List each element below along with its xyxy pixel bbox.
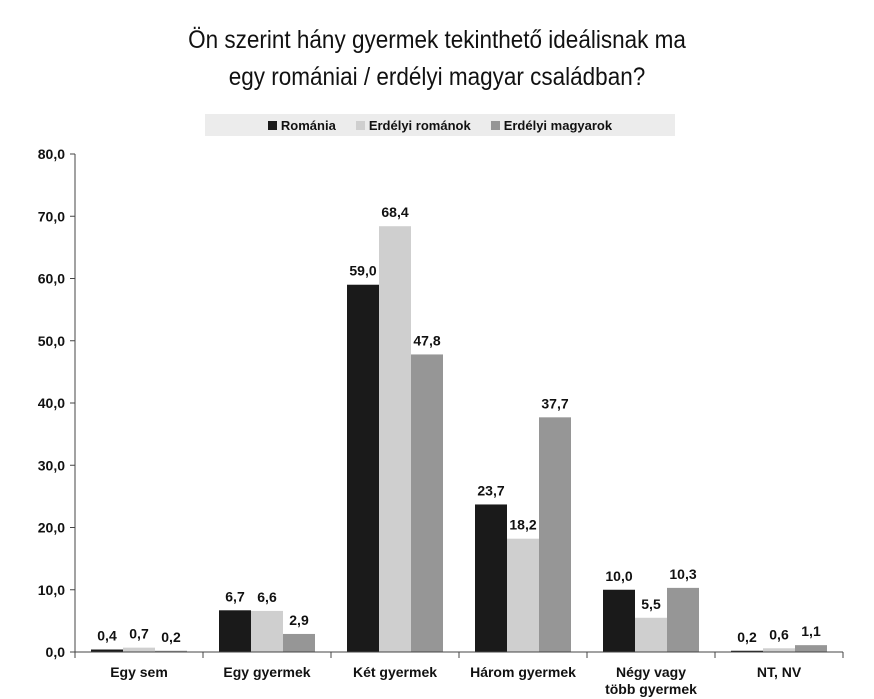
y-tick-label: 0,0 xyxy=(45,644,65,660)
chart-title-line-2: egy romániai / erdélyi magyar családban? xyxy=(228,63,646,91)
x-category-label: Egy gyermek xyxy=(223,664,311,680)
x-category-label: Négy vagy több gyermek xyxy=(605,664,697,697)
legend-label-erdelyi-magyarok: Erdélyi magyarok xyxy=(503,117,613,133)
data-label: 47,8 xyxy=(413,332,441,349)
y-tick-label: 30,0 xyxy=(37,457,65,474)
bar xyxy=(379,226,411,652)
bar xyxy=(123,648,155,652)
bar xyxy=(219,610,251,652)
y-tick-label: 70,0 xyxy=(37,208,65,225)
x-category-label: NT, NV xyxy=(756,664,802,680)
data-label: 0,2 xyxy=(737,628,757,645)
bar xyxy=(635,618,667,652)
data-label: 6,7 xyxy=(225,588,245,605)
bar xyxy=(603,590,635,652)
data-label: 37,7 xyxy=(541,395,569,412)
data-label: 0,2 xyxy=(161,628,181,645)
y-tick-label: 40,0 xyxy=(37,395,65,411)
bar xyxy=(667,588,699,652)
bar xyxy=(251,611,283,652)
bar xyxy=(283,634,315,652)
data-label: 0,7 xyxy=(129,625,149,642)
data-label: 6,6 xyxy=(257,588,277,605)
data-label: 1,1 xyxy=(801,623,821,640)
data-label: 0,4 xyxy=(97,627,117,644)
data-label: 23,7 xyxy=(477,482,505,499)
x-category-label: Egy sem xyxy=(110,664,168,680)
data-label: 2,9 xyxy=(289,611,309,628)
x-category-label: Két gyermek xyxy=(352,664,438,680)
chart-title-line-1: Ön szerint hány gyermek tekinthető ideálisnak ma xyxy=(188,26,686,54)
data-label: 5,5 xyxy=(641,595,661,612)
data-label: 10,3 xyxy=(669,565,697,582)
y-tick-label: 10,0 xyxy=(37,581,65,598)
bar xyxy=(795,645,827,652)
y-tick-label: 20,0 xyxy=(37,519,65,536)
bar xyxy=(475,504,507,652)
x-category-label: Három gyermek xyxy=(470,664,576,680)
y-tick-label: 80,0 xyxy=(37,146,65,162)
y-tick-label: 50,0 xyxy=(37,332,65,349)
bar xyxy=(763,648,795,652)
data-label: 68,4 xyxy=(381,204,409,221)
bar xyxy=(347,285,379,652)
data-label: 0,6 xyxy=(769,626,789,643)
bar xyxy=(539,417,571,652)
data-label: 10,0 xyxy=(605,567,633,584)
data-label: 59,0 xyxy=(349,262,377,279)
bar xyxy=(411,354,443,652)
bar xyxy=(507,539,539,652)
legend-label-erdelyi-romanok: Erdélyi románok xyxy=(368,117,471,133)
legend-label-romania: Románia xyxy=(280,117,336,133)
y-tick-label: 60,0 xyxy=(37,270,65,287)
data-label: 18,2 xyxy=(509,516,537,533)
